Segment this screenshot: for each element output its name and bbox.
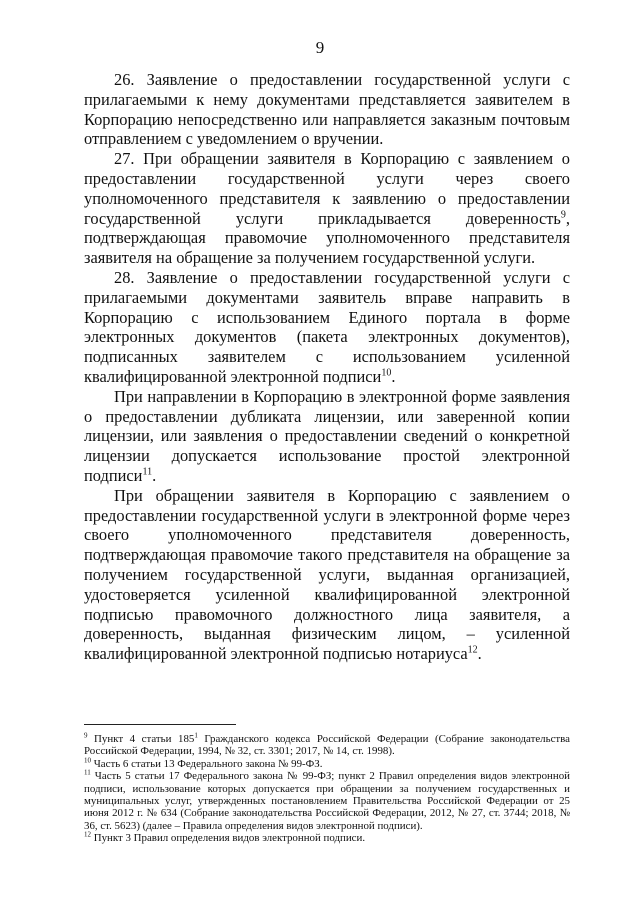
footnote	[84, 770, 570, 832]
paragraph	[84, 268, 570, 387]
text-run: Гражданского кодекса Российской Федерации (Собрание законодательства Российской Федерации, 1994, № 32, ст. 3301; 2017, № 14, ст. 1998).	[84, 733, 570, 758]
text-run: .	[391, 366, 396, 386]
paragraph	[84, 486, 570, 664]
text-run: Часть 6 статьи 13 Федерального закона № 99-ФЗ.	[91, 757, 323, 770]
page-number: 9	[315, 38, 325, 57]
footnote-ref: 10	[84, 756, 91, 765]
footnote-ref: 11	[142, 466, 153, 478]
footnote-ref: 11	[84, 768, 91, 777]
text-run: При обращении заявителя в Корпорацию с заявлением о предоставлении государственной услуги в электронной форме через своего уполномоченного представителя доверенность, подтверждающая правомочие такого представителя на обращение за получением государственной услуги, выданная организацией, удостоверяется усиленной квалифицированной электронной подписью правомочного должностного лица заявителя, а доверенность, выданная физическим лицом, – усиленной квалифицированной электронной подписью нотариуса	[84, 485, 570, 664]
footnote-ref: 12	[467, 644, 478, 656]
footnote-ref: 9	[84, 731, 88, 740]
body-text	[84, 70, 570, 664]
footnote-ref: 9	[560, 209, 566, 221]
footnote	[84, 733, 570, 758]
footnote-ref: 12	[84, 830, 91, 839]
text-run: 27. При обращении заявителя в Корпорацию с заявлением о предоставлении государственной услуги через своего уполномоченного представителя к заявлению о предоставлении государственной услуги прикладывается доверенность	[84, 149, 570, 228]
text-run: Пункт 4 статьи 185	[87, 733, 195, 745]
footnote-ref: 10	[381, 367, 392, 379]
footnote	[84, 758, 570, 770]
text-run: .	[152, 465, 157, 485]
text-run: 28. Заявление о предоставлении государственной услуги с прилагаемыми документами заявитель вправе направить в Корпорацию с использованием Единого портала в форме электронных документов (пакета электронных документов), подписанных заявителем с использованием усиленной квалифицированной электронной подписи	[84, 267, 570, 386]
text-run: 26. Заявление о предоставлении государственной услуги с прилагаемыми к нему документами представляется заявителем в Корпорацию непосредственно или направляется заказным почтовым отправлением с уведомлением о вручении.	[84, 70, 570, 149]
paragraph	[84, 70, 570, 149]
footnote-separator	[84, 724, 236, 725]
footnote-ref: 1	[194, 731, 198, 740]
paragraph	[84, 387, 570, 486]
text-run: , подтверждающая правомочие уполномоченного представителя заявителя на обращение за получением государственной услуги.	[84, 208, 570, 268]
paragraph	[84, 149, 570, 268]
text-run: Часть 5 статьи 17 Федерального закона № 99-ФЗ; пункт 2 Правил определения видов электронной подписи, использование которых допускается при обращении за получением государственных и муниципальных услуг, утвержденных постановлением Правительства Российской Федерации от 25 июня 2012 г. № 634 (Собрание законодательства Российской Федерации, 2012, № 27, ст. 3744; 2018, № 36, ст. 5623) (далее – Правила определения видов электронной подписи).	[84, 770, 570, 832]
text-run: Пункт 3 Правил определения видов электронной подписи.	[91, 832, 366, 845]
text-run: При направлении в Корпорацию в электронной форме заявления о предоставлении дубликата лицензии, или заверенной копии лицензии, или заявления о предоставлении сведений о конкретной лицензии допускается использование простой электронной подписи	[84, 386, 570, 485]
footnotes	[84, 733, 570, 845]
text-run: .	[477, 644, 482, 664]
footnote	[84, 832, 570, 844]
